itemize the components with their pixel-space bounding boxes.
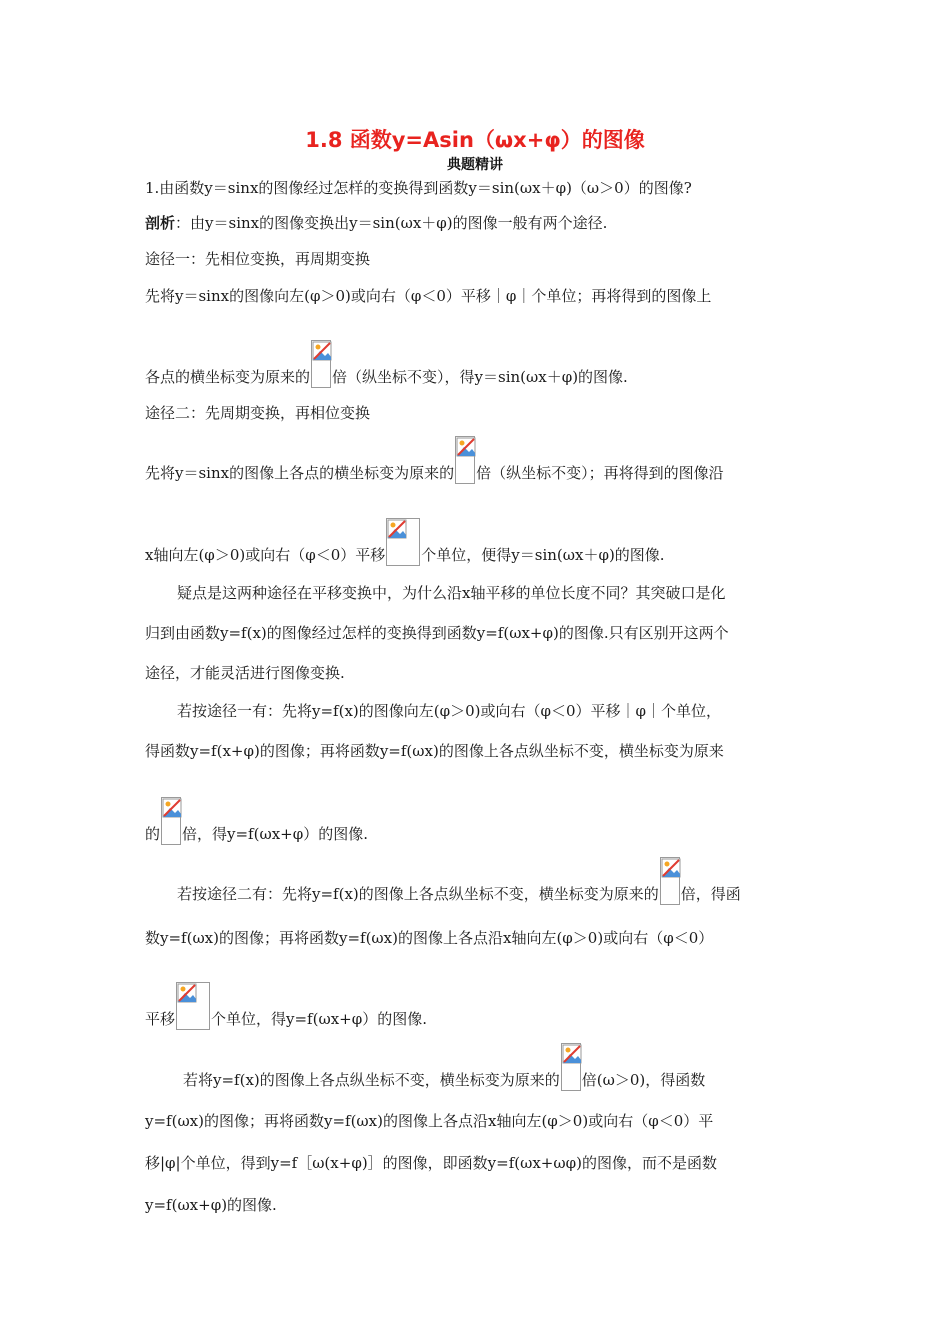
- text: 途径，才能灵活进行图像变换.: [145, 664, 345, 682]
- text: 倍(ω＞0)，得函数: [581, 1071, 706, 1089]
- text: 得函数y=f(x+φ)的图像；再将函数y=f(ωx)的图像上各点纵坐标不变，横坐标变为原来: [145, 742, 724, 760]
- text: 先将y＝sinx的图像向左(φ＞0)或向右（φ＜0）平移｜φ｜个单位；再将得到的图像上: [145, 287, 712, 305]
- text: 倍（纵坐标不变）；再将得到的图像沿: [476, 464, 724, 482]
- broken-image-icon: [161, 797, 181, 845]
- paragraph-line: [145, 1110, 810, 1132]
- page-title: 1.8 函数y=Asin（ωx+φ）的图像: [305, 128, 645, 152]
- text: ：由y＝sinx的图像变换出y＝sin(ωx＋φ)的图像一般有两个途径.: [175, 214, 608, 232]
- section-subtitle: 典题精讲: [447, 157, 503, 173]
- text: 途径二：先周期变换，再相位变换: [145, 404, 371, 422]
- paragraph-line: [177, 700, 842, 722]
- paragraph-line: [145, 927, 810, 949]
- text: 1.由函数y＝sinx的图像经过怎样的变换得到函数y＝sin(ωx＋φ)（ω＞0）的图像?: [145, 179, 692, 197]
- text: 倍（纵坐标不变），得y＝sin(ωx＋φ)的图像.: [332, 368, 628, 386]
- broken-image-icon: [660, 857, 680, 905]
- text: 先将y＝sinx的图像上各点的横坐标变为原来的: [145, 464, 455, 482]
- paragraph-line: [145, 340, 810, 390]
- paragraph-line: [145, 285, 810, 307]
- text: 移|φ|个单位，得到y=f［ω(x+φ)］的图像，即函数y=f(ωx+ωφ)的图像，而不是函数: [145, 1154, 717, 1172]
- text: 平移: [145, 1010, 176, 1028]
- text: 数y=f(ωx)的图像；再将函数y=f(ωx)的图像上各点沿x轴向左(φ＞0)或向右（φ＜0）: [145, 929, 714, 947]
- analysis-line: [145, 212, 810, 234]
- text: y=f(ωx)的图像；再将函数y=f(ωx)的图像上各点沿x轴向左(φ＞0)或向右（φ＜0）平: [145, 1112, 714, 1130]
- analysis-label: 剖析: [145, 214, 176, 232]
- paragraph-line: [177, 582, 842, 604]
- broken-image-icon: [386, 518, 420, 566]
- text: 各点的横坐标变为原来的: [145, 368, 311, 386]
- paragraph-line: [145, 436, 810, 486]
- paragraph-line: [145, 622, 810, 644]
- paragraph-line: [145, 1194, 810, 1216]
- paragraph-line: [177, 857, 842, 907]
- text: x轴向左(φ＞0)或向右（φ＜0）平移: [145, 546, 386, 564]
- paragraph-line: [145, 518, 810, 568]
- broken-image-icon: [455, 436, 475, 484]
- text: 个单位，便得y＝sin(ωx＋φ)的图像.: [421, 546, 665, 564]
- text: 归到由函数y=f(x)的图像经过怎样的变换得到函数y=f(ωx+φ)的图像.只有区别开这两个: [145, 624, 729, 642]
- text: 倍，得函: [680, 885, 741, 903]
- text: y=f(ωx+φ)的图像.: [145, 1196, 277, 1214]
- paragraph-line: [145, 982, 810, 1032]
- text: 的: [145, 825, 161, 843]
- text: 若按途径一有：先将y=f(x)的图像向左(φ＞0)或向右（φ＜0）平移｜φ｜个单位，: [177, 702, 722, 720]
- path-two-heading: [145, 402, 810, 424]
- text: 若按途径二有：先将y=f(x)的图像上各点纵坐标不变，横坐标变为原来的: [177, 885, 659, 903]
- broken-image-icon: [311, 340, 331, 388]
- text: 倍，得y=f(ωx+φ）的图像.: [182, 825, 368, 843]
- broken-image-icon: [176, 982, 210, 1030]
- path-one-heading: [145, 248, 810, 270]
- text: 疑点是这两种途径在平移变换中，为什么沿x轴平移的单位长度不同？其突破口是化: [177, 584, 726, 602]
- text: 途径一：先相位变换，再周期变换: [145, 250, 371, 268]
- question-line: [145, 177, 810, 199]
- broken-image-icon: [561, 1043, 581, 1091]
- paragraph-line: [183, 1043, 848, 1093]
- text: 个单位，得y=f(ωx+φ）的图像.: [211, 1010, 427, 1028]
- paragraph-line: [145, 797, 810, 847]
- paragraph-line: [145, 740, 810, 762]
- text: 若将y=f(x)的图像上各点纵坐标不变，横坐标变为原来的: [183, 1071, 560, 1089]
- paragraph-line: [145, 662, 810, 684]
- paragraph-line: [145, 1152, 810, 1174]
